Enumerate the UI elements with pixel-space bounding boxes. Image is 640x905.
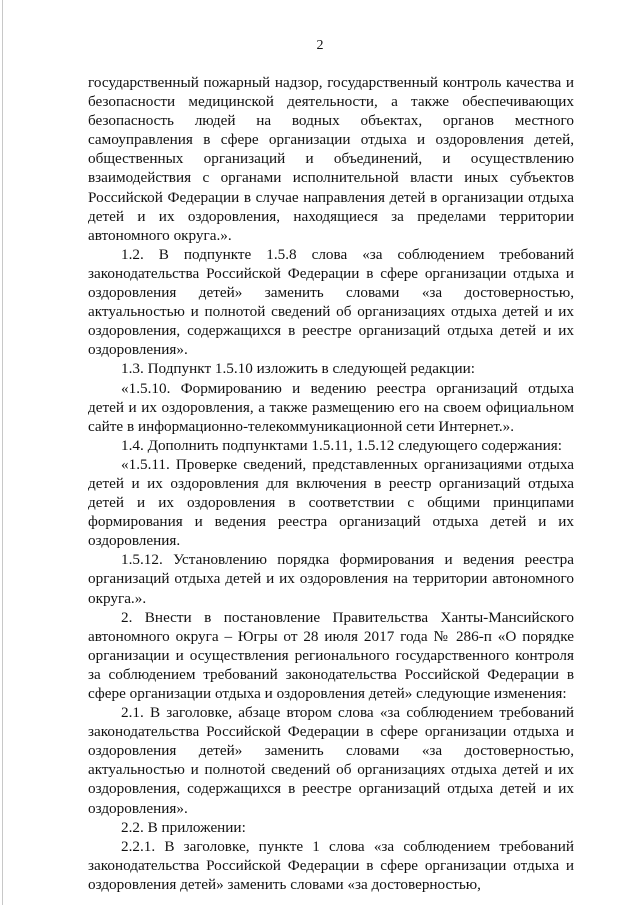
page-number: 2: [316, 38, 324, 53]
paragraph-1-4: 1.4. Дополнить подпунктами 1.5.11, 1.5.12 следующего содержания:: [121, 436, 563, 454]
paragraph-1-5-12: 1.5.12. Установлению порядка формирования и ведения реестра организаций отдыха детей и их оздоровления на территории автономного округа.».: [88, 551, 574, 607]
paragraph-2-2-1: 2.2.1. В заголовке, пункте 1 слова «за соблюдением требований законодательства Российской Федерации в сфере организации отдыха и оздоровления детей» заменить словами «за достоверностью,: [88, 837, 574, 893]
paragraph-1-2: 1.2. В подпункте 1.5.8 слова «за соблюдением требований законодательства Российской Федерации в сфере организации отдыха и оздоровления детей» заменить словами «за достоверностью, актуальностью и полнотой сведений об организациях отдыха детей и их оздоровления, содержащихся в реестре организаций отдыха детей и их оздоровления».: [88, 245, 574, 359]
paragraph-continuation: государственный пожарный надзор, государственный контроль качества и безопасности медицинской деятельности, а также обеспечивающих безопасность людей на водных объектах, органов местного самоуправления в сфере организации отдыха и оздоровления детей, общественных организаций и объединений, и осуществлению взаимодействия с органами исполнительной власти иных субъектов Российской Федерации в случае направления детей в организации отдыха детей и их оздоровления, находящиеся за пределами территории автономного округа.».: [88, 74, 574, 244]
paragraph-1-3: 1.3. Подпункт 1.5.10 изложить в следующей редакции:: [121, 360, 475, 378]
paragraph-1-5-10: «1.5.10. Формированию и ведению реестра организаций отдыха детей и их оздоровления, а также размещению его на своем официальном сайте в информационно-телекоммуникационной сети Интернет.».: [88, 379, 574, 435]
paragraph-1-5-11: «1.5.11. Проверке сведений, представленных организациями отдыха детей и их оздоровления для включения в реестр организаций отдыха детей и их оздоровления в соответствии с общими принципами формирования и ведения реестра организаций отдыха детей и их оздоровления.: [88, 455, 574, 550]
page-edge: [2, 0, 3, 905]
document-body: [88, 73, 574, 894]
paragraph-2-1: 2.1. В заголовке, абзаце втором слова «за соблюдением требований законодательства Российской Федерации в сфере организации отдыха и оздоровления детей» заменить словами «за достоверностью, актуальностью и полнотой сведений об организациях отдыха детей и их оздоровления, содержащихся в реестре организаций отдыха детей и их оздоровления».: [88, 704, 574, 817]
paragraph-2: 2. Внести в постановление Правительства Ханты-Мансийского автономного округа – Югры от 28 июля 2017 года № 286-п «О порядке организации и осуществления регионального государственного контроля за соблюдением требований законодательства Российской Федерации в сфере организации отдыха и оздоровления детей» следующие изменения:: [88, 608, 574, 702]
paragraph-2-2: 2.2. В приложении:: [121, 818, 246, 836]
